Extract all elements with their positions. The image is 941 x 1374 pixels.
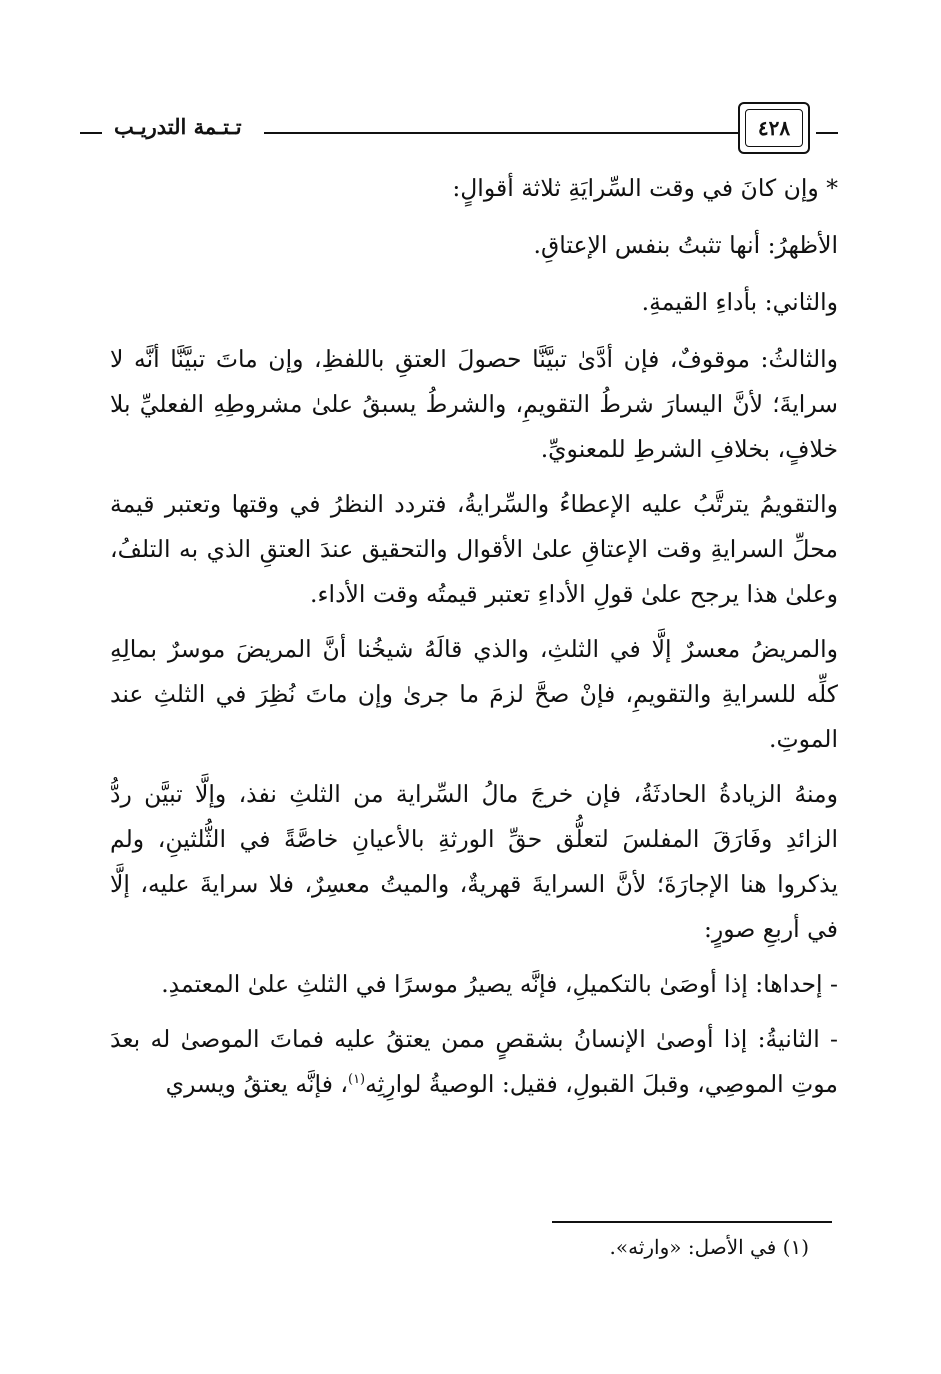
paragraph: والمريضُ معسرٌ إلَّا في الثلثِ، والذي قالَهُ شيخُنا أنَّ المريضَ موسرٌ بمالِهِ كلِّه للسرايةِ والتقويمِ، فإنْ صحَّ لزمَ ما جرىٰ وإن ماتَ نُظِرَ في الثلثِ عند الموتِ. [110, 635, 838, 753]
running-title: تـتـمة التدريـب [114, 114, 242, 139]
footnote-separator [552, 1221, 832, 1223]
paragraph: الأظهرُ: أنها تثبتُ بنفس الإعتاقِ. [533, 231, 838, 259]
paragraph: - إحداها: إذا أوصَىٰ بالتكميلِ، فإنَّه يصيرُ موسرًا في الثلثِ علىٰ المعتمدِ. [161, 970, 838, 998]
paragraph-text: - الثانيةُ: إذا أوصىٰ الإنسانُ بشقصٍ ممن يعتقُ عليه فماتَ الموصىٰ له بعدَ موتِ الموصِي، وقبلَ القبولِ، فقيل: الوصيةُ لوارِثِه [110, 1025, 838, 1098]
paragraph: والتقويمُ يترتَّبُ عليه الإعطاءُ والسِّرايةُ، فتردد النظرُ في وقتها وتعتبر قيمة محلِّ السرايةِ وقت الإعتاقِ علىٰ الأقوال والتحقيق عندَ العتقِ الذي به التلفُ، وعلىٰ هذا يرجح علىٰ قولِ الأداءِ تعتبر قيمتُه وقت الأداء. [110, 490, 838, 608]
page-number: ٤٢٨ [745, 109, 803, 147]
header-dash-left [80, 132, 102, 134]
footnote: (١) في الأصل: «وارثه». [609, 1235, 809, 1259]
header-dash-right [816, 132, 838, 134]
paragraph-text: ، فإنَّه يعتقُ ويسري [165, 1070, 348, 1098]
header-rule [264, 132, 738, 134]
paragraph: ومنهُ الزيادةُ الحادثَةُ، فإن خرجَ مالُ السِّراية من الثلثِ نفذ، وإلَّا تبيَّن ردُّ الزائدِ وفَارَقَ المفلسَ لتعلُّق حقِّ الورثةِ بالأعيانِ خاصَّةً في الثُّلثينِ، ولم يذكروا هنا الإجارَةَ؛ لأنَّ السرايةَ قهريةٌ، والميتُ معسِرٌ، فلا سرايةَ عليه، إلَّا في أربعِ صورٍ: [110, 780, 838, 943]
footnote-reference: (١) [347, 1072, 366, 1088]
page-number-frame [738, 102, 810, 154]
paragraph [110, 1017, 838, 1107]
body-text [110, 166, 838, 1117]
paragraph: * وإن كانَ في وقت السِّرايَةِ ثلاثة أقوالٍ: [452, 174, 838, 202]
paragraph: والثالثُ: موقوفٌ، فإن أدَّىٰ تبيَّنَّا حصولَ العتقِ باللفظِ، وإن ماتَ تبيَّنَّا أنَّه لا سرايةَ؛ لأنَّ اليسارَ شرطُ التقويمِ، والشرطُ يسبقُ علىٰ مشروطِهِ الفعليِّ بلا خلافٍ، بخلافِ الشرطِ للمعنويِّ. [110, 345, 838, 463]
page-header [80, 98, 838, 158]
paragraph: والثاني: بأداءِ القيمةِ. [641, 288, 838, 316]
